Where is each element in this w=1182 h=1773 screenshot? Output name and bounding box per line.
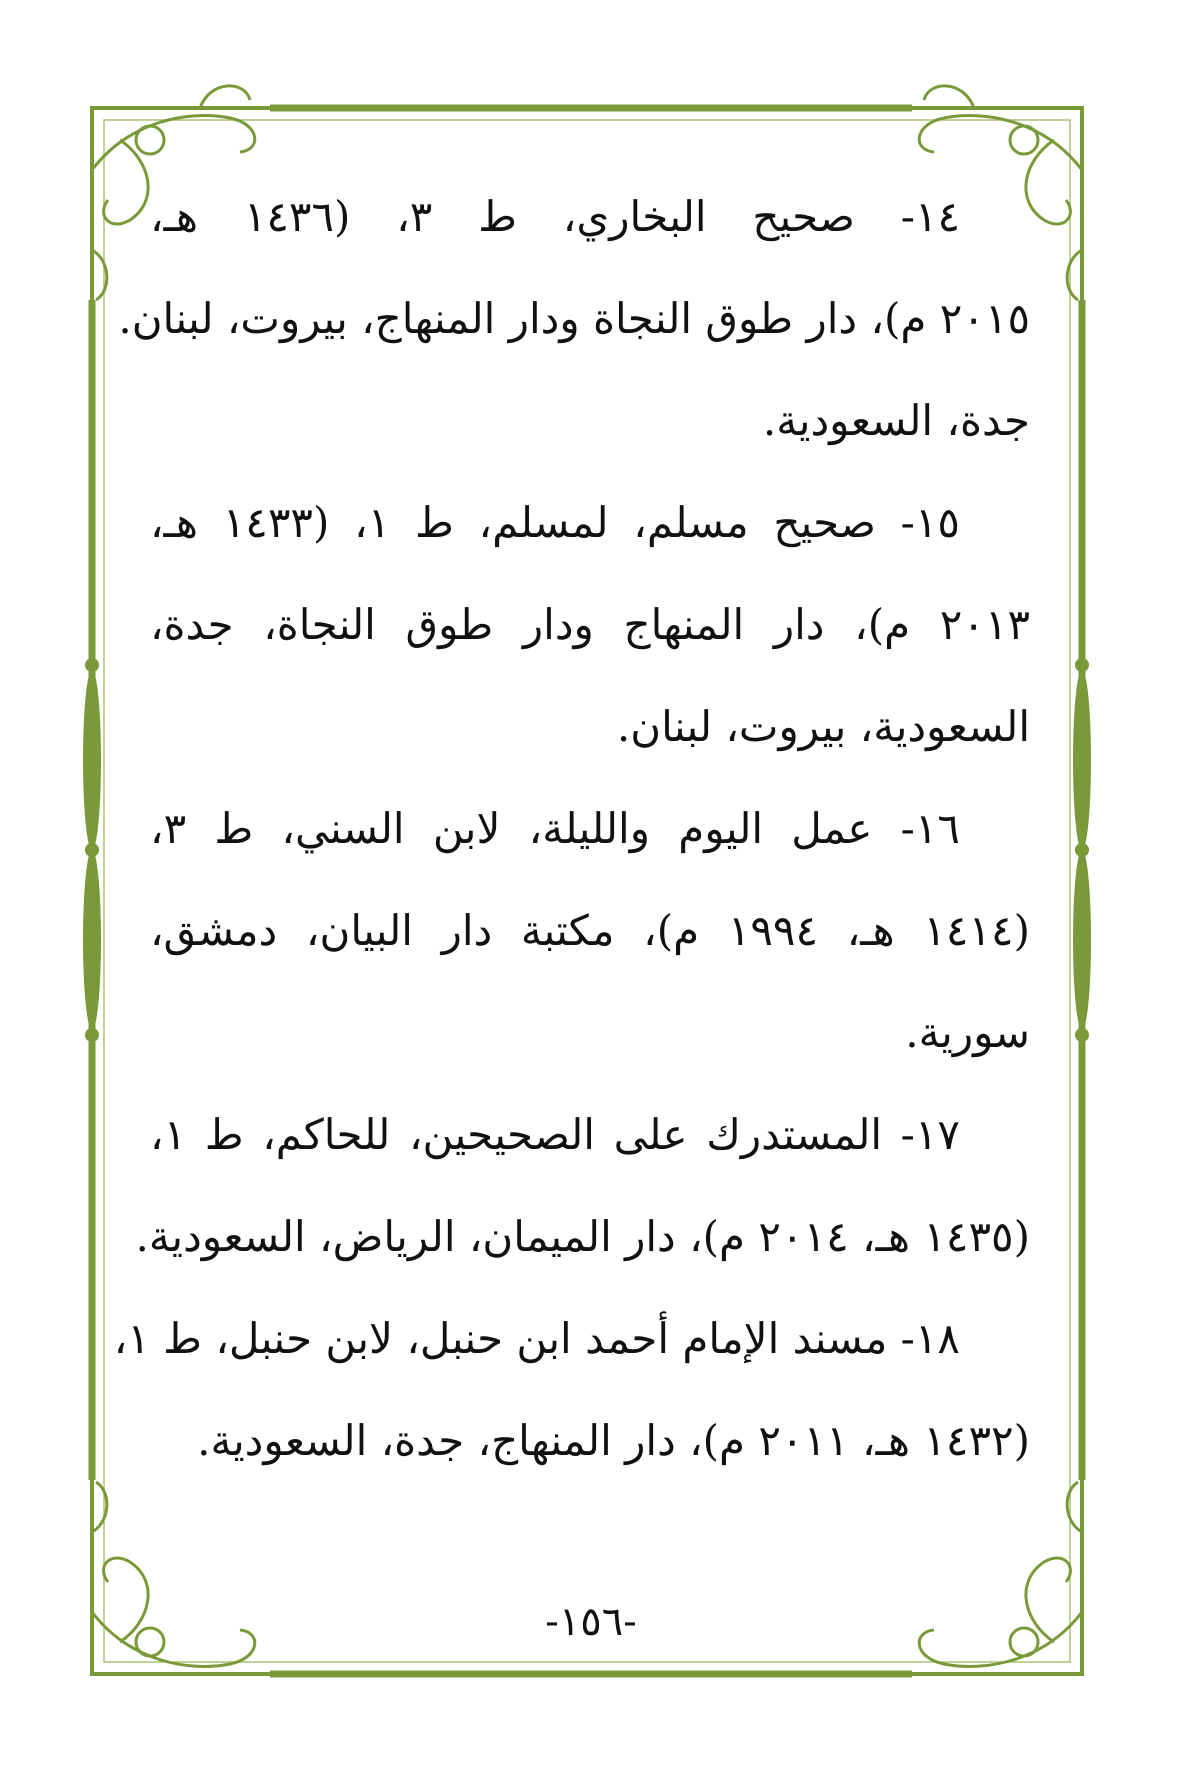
entry-line: (١٤٣٥ هـ، ٢٠١٤ م)، دار الميمان، الرياض، السعودية. [135, 1212, 1030, 1261]
entry-line: جدة، السعودية. [762, 396, 1030, 445]
entry-line: ١٤- صحيح البخاري، ط ٣، (١٤٣٦ هـ، [150, 192, 961, 241]
bibliography-entry-17 [135, 1098, 1030, 1302]
entry-line: ١٧- المستدرك على الصحيحين، للحاكم، ط ١، [150, 1110, 960, 1159]
bibliography-entry-18 [113, 1302, 1030, 1506]
page-number: -١٥٦- [545, 1599, 637, 1645]
entry-line: السعودية، بيروت، لبنان. [616, 702, 1030, 751]
bibliography-entry-14 [118, 180, 1030, 486]
bibliography-entry-16 [150, 792, 1030, 1098]
bibliography-entry-15 [150, 486, 1030, 792]
entry-line: ١٦- عمل اليوم والليلة، لابن السني، ط ٣، [150, 804, 960, 853]
entry-line: ١٥- صحيح مسلم، لمسلم، ط ١، (١٤٣٣ هـ، [150, 498, 960, 547]
entry-line: (١٤١٤ هـ، ١٩٩٤ م)، مكتبة دار البيان، دمشق، [150, 906, 1030, 955]
entry-line: (١٤٣٢ هـ، ٢٠١١ م)، دار المنهاج، جدة، السعودية. [197, 1416, 1030, 1465]
bibliography-list [113, 180, 1030, 1506]
entry-line: سورية. [905, 1008, 1030, 1057]
entry-line: ٢٠١٥ م)، دار طوق النجاة ودار المنهاج، بيروت، لبنان. [118, 294, 1030, 343]
entry-line: ٢٠١٣ م)، دار المنهاج ودار طوق النجاة، جدة، [150, 600, 1030, 649]
entry-line: ١٨- مسند الإمام أحمد ابن حنبل، لابن حنبل، ط ١، [113, 1314, 960, 1363]
